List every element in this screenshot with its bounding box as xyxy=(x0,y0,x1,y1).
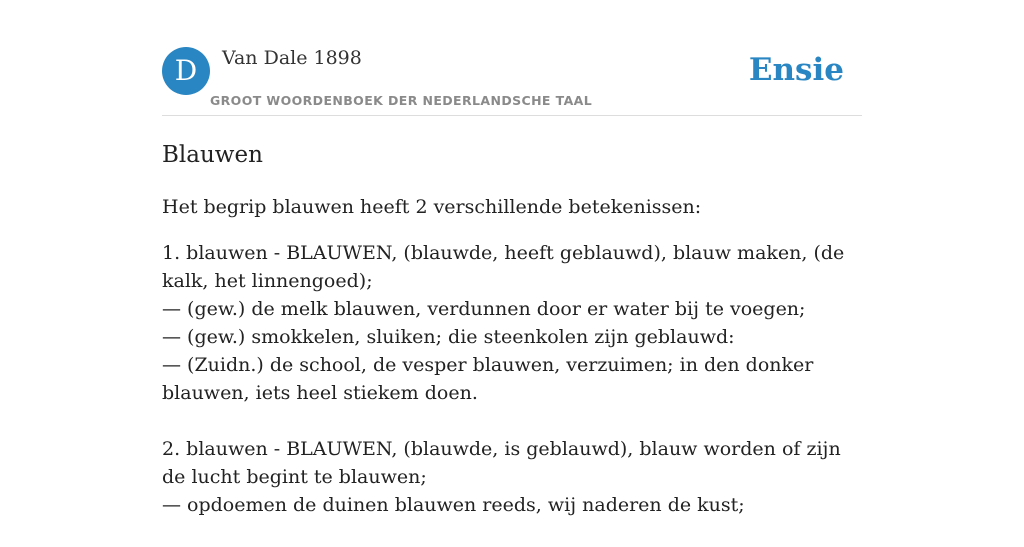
definition-line: — opdoemen de duinen blauwen reeds, wij naderen de kust; xyxy=(162,494,745,516)
definition-line: 2. blauwen - BLAUWEN, (blauwde, is geblauwd), blauw worden of zijn de lucht begint te blauwen; xyxy=(162,438,841,488)
ensie-logo-link[interactable]: Ensie xyxy=(748,52,844,88)
definition-line: — (gew.) de melk blauwen, verdunnen door er water bij te voegen; xyxy=(162,298,806,320)
dictionary-title[interactable]: Van Dale 1898 xyxy=(222,47,362,69)
definition-item xyxy=(162,435,862,519)
definitions-list xyxy=(162,239,862,547)
dictionary-header xyxy=(162,0,862,116)
definition-line: — (Zuidn.) de school, de vesper blauwen, verzuimen; in den donker blauwen, iets heel stiekem doen. xyxy=(162,354,814,404)
page xyxy=(162,0,862,516)
definition-line: — (gew.) smokkelen, sluiken; die steenkolen zijn geblauwd: xyxy=(162,326,735,348)
dictionary-subtitle: GROOT WOORDENBOEK DER NEDERLANDSCHE TAAL xyxy=(210,93,593,108)
definition-item xyxy=(162,239,862,407)
word-title: Blauwen xyxy=(162,142,263,168)
definition-line: 1. blauwen - BLAUWEN, (blauwde, heeft geblauwd), blauw maken, (de kalk, het linnengoed); xyxy=(162,242,845,292)
dictionary-logo[interactable]: D xyxy=(162,47,210,95)
definition-intro: Het begrip blauwen heeft 2 verschillende betekenissen: xyxy=(162,196,702,218)
